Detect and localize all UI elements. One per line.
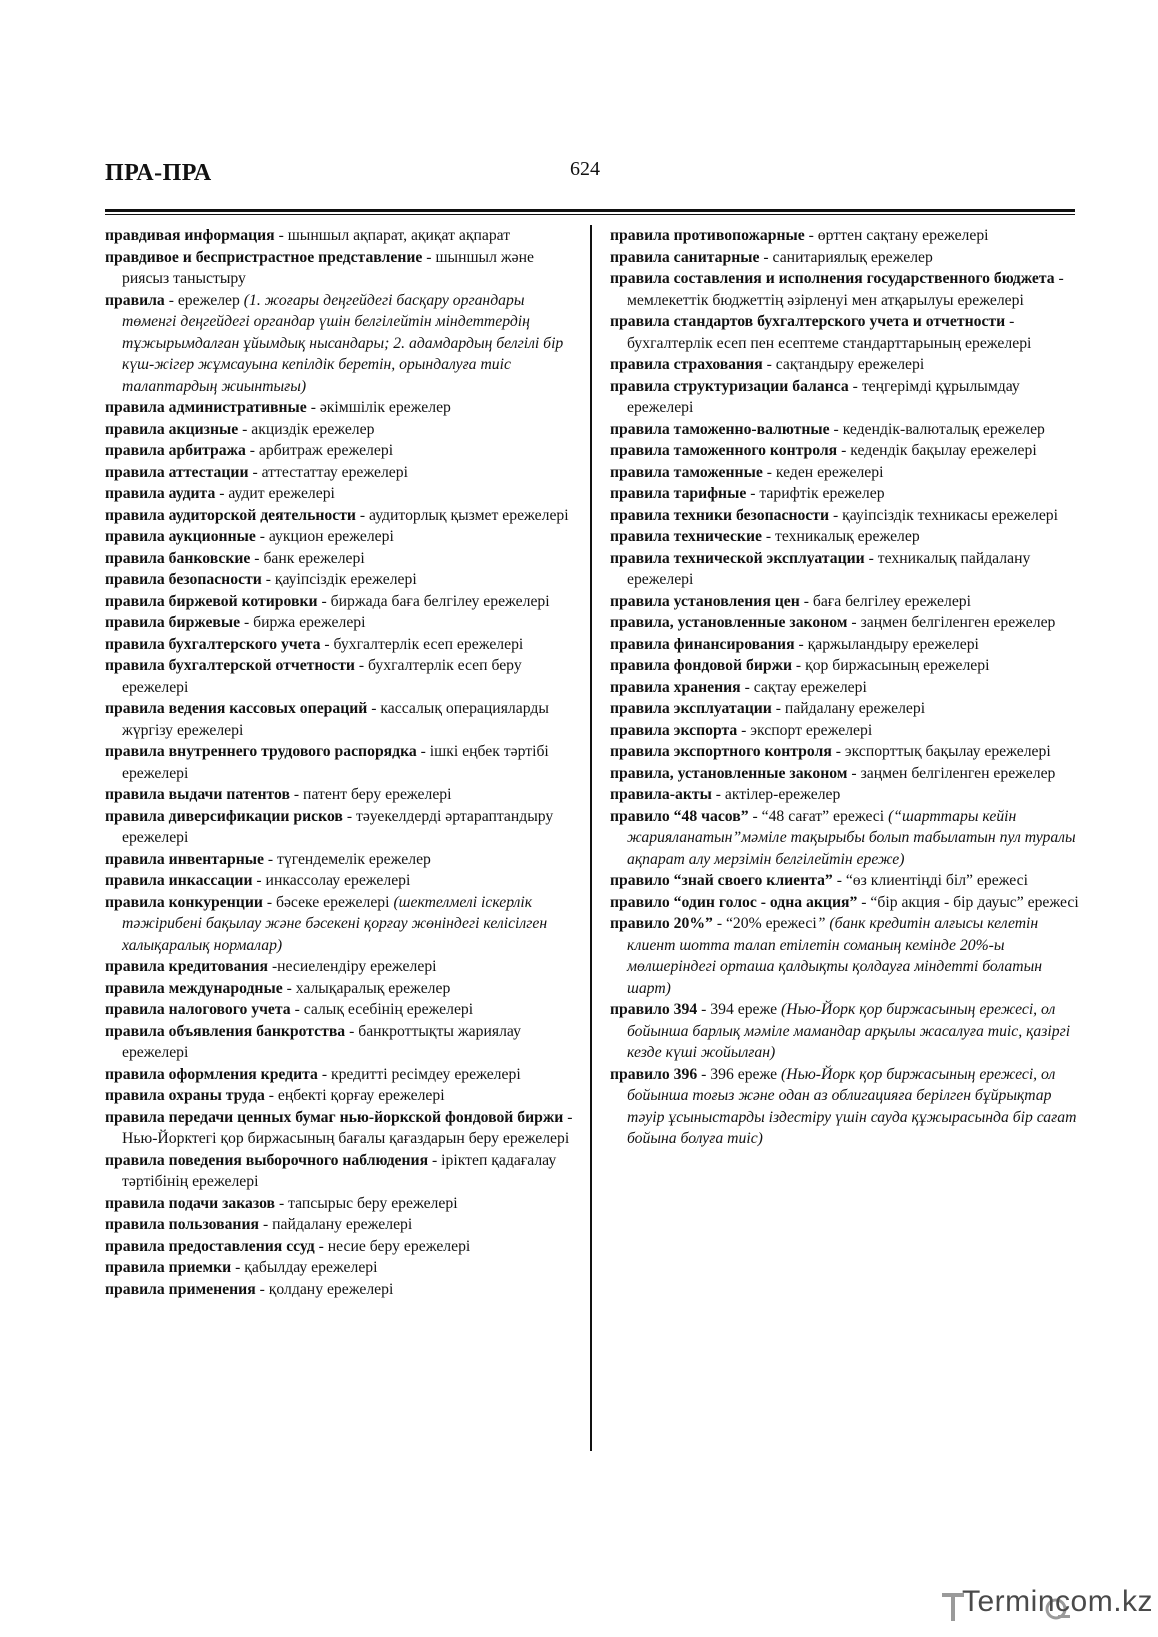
entry-term: правила выдачи патентов — [105, 786, 290, 803]
dictionary-entry — [105, 655, 573, 698]
left-column — [105, 225, 573, 1300]
dictionary-entry — [105, 290, 573, 398]
entry-term: правила структуризации баланса — [610, 377, 849, 395]
entry-term: правила страхования — [610, 356, 763, 373]
entry-term: правила охраны труда — [105, 1087, 265, 1104]
dictionary-entry — [610, 591, 1080, 613]
entry-term: правила акцизные — [105, 420, 239, 438]
entry-term: правила безопасности — [105, 571, 262, 588]
entry-definition: - патент беру ережелері — [289, 786, 452, 803]
dictionary-entry — [105, 741, 573, 784]
entry-definition: - қолдану ережелері — [255, 1280, 394, 1298]
entry-definition: - заңмен белгіленген ережелер — [847, 614, 1056, 631]
entry-term: правило “один голос - одна акция” — [610, 893, 858, 911]
entry-term: правила биржевые — [105, 614, 241, 631]
dictionary-entry — [105, 892, 573, 957]
dictionary-entry — [105, 1085, 573, 1107]
entry-definition: - аудиторлық қызмет ережелері — [355, 506, 569, 524]
entry-definition: - шыншыл және риясыз таныстыру — [122, 248, 534, 287]
dictionary-entry — [105, 870, 573, 892]
entry-definition: - бәсеке ережелері — [262, 893, 394, 911]
dictionary-entry — [105, 1214, 573, 1236]
entry-definition: - салық есебінің ережелері — [290, 1001, 474, 1018]
entry-term: правила применения — [105, 1280, 256, 1298]
entry-definition: - халықаралық ережелер — [282, 979, 451, 997]
entry-note: (Нью-Йорк қор биржасының ережесі, ол бойынша барлық мәміле мамандар арқылы жасалуға тиіс, қазіргі кезде күші жойылған) — [627, 1001, 1071, 1061]
dictionary-entry — [610, 311, 1080, 354]
dictionary-entry — [610, 440, 1080, 462]
entry-definition: - сақтау ережелері — [740, 678, 867, 696]
entry-term: правила биржевой котировки — [105, 592, 318, 610]
dictionary-entry — [105, 1236, 573, 1258]
entry-term: правила пользования — [105, 1216, 260, 1233]
dictionary-entry — [610, 526, 1080, 548]
entry-definition: - актілер-ережелер — [711, 786, 841, 803]
dictionary-entry — [105, 1150, 573, 1193]
entry-definition: - акциздік ережелер — [238, 420, 375, 438]
entry-definition: - “48 сағат” ережесі — [748, 807, 889, 825]
entry-definition: - несие беру ережелері — [314, 1237, 471, 1255]
entry-definition: - ережелер — [164, 291, 244, 309]
dictionary-entry — [105, 1279, 573, 1301]
dictionary-entry — [610, 268, 1080, 311]
entry-definition: - еңбекті қорғау ережелері — [264, 1087, 445, 1104]
entry-term: правила бухгалтерской отчетности — [105, 657, 355, 674]
dictionary-entry — [105, 505, 573, 527]
entry-term: правила предоставления ссуд — [105, 1237, 315, 1255]
entry-term: правила инкассации — [105, 872, 253, 889]
entry-definition: - 396 ереже — [697, 1065, 782, 1083]
entry-term: правила, установленные законом — [610, 764, 848, 782]
dictionary-entry — [610, 677, 1080, 699]
entry-definition: - санитариялық ережелер — [759, 248, 933, 266]
entry-definition: - аттестаттау ережелері — [248, 463, 408, 481]
entry-definition: - банк ережелері — [250, 549, 365, 567]
dictionary-entry — [105, 548, 573, 570]
dictionary-entry — [610, 505, 1080, 527]
entry-definition: - “20% ережесі — [712, 915, 817, 932]
entry-term: правила приемки — [105, 1259, 232, 1276]
entry-term: правила аудиторской деятельности — [105, 506, 356, 524]
dictionary-entry — [610, 225, 1080, 247]
entry-term: правила хранения — [610, 678, 741, 696]
entry-definition: - теңгерімді құрылымдау ережелері — [627, 377, 1020, 416]
entry-term: правила экспорта — [610, 721, 738, 739]
entry-definition: - кассалық операцияларды жүргізу ережелері — [122, 700, 549, 739]
entry-term: правила финансирования — [610, 635, 795, 653]
entry-note: (“шарттары кейін жарияланатын”мәміле тақырыбы болып табылатын пул туралы ақпарат алу мерзімін белгілейтін ереже) — [627, 807, 1076, 868]
right-column — [610, 225, 1080, 1150]
dictionary-entry — [610, 913, 1080, 999]
entry-definition: - бухгалтерлік есеп ережелері — [320, 635, 524, 653]
page-number: 624 — [570, 158, 600, 180]
entry-definition: - кредитті ресімдеу ережелері — [317, 1065, 521, 1083]
entry-definition: - бухгалтерлік есеп беру ережелері — [122, 657, 522, 696]
entry-definition: - кедендік бақылау ережелері — [837, 442, 1037, 459]
entry-definition: - техникалық ережелер — [761, 528, 920, 545]
dictionary-entry — [610, 634, 1080, 656]
dictionary-entry — [105, 569, 573, 591]
entry-definition: - тарифтік ережелер — [746, 485, 885, 502]
entry-term: правила санитарные — [610, 248, 760, 266]
entry-term: правила банковские — [105, 549, 251, 567]
dictionary-entry — [105, 1107, 573, 1150]
entry-definition: - бухгалтерлік есеп пен есептеме стандарттарының ережелері — [627, 313, 1032, 352]
entry-term: правдивая информация — [105, 227, 275, 244]
entry-term: правила-акты — [610, 786, 712, 803]
entry-definition: - қабылдау ережелері — [231, 1259, 378, 1276]
entry-note: (шектелмелі іскерлік тәжірибені бақылау және бәсекені қорғау жөніндегі келісілген халықаралық нормалар) — [122, 893, 548, 954]
dictionary-entry — [610, 806, 1080, 871]
entry-definition: - өрттен сақтану ережелері — [804, 227, 989, 244]
entry-definition: - кеден ережелері — [762, 463, 884, 481]
entry-term: правила таможенные — [610, 463, 763, 481]
entry-term: правила установления цен — [610, 592, 800, 610]
entry-term: правила фондовой биржи — [610, 657, 792, 674]
dictionary-entry — [610, 354, 1080, 376]
entry-definition: - инкассолау ережелері — [252, 872, 411, 889]
dictionary-entry — [610, 784, 1080, 806]
dictionary-entry — [610, 247, 1080, 269]
entry-term: правила поведения выборочного наблюдения — [105, 1151, 429, 1169]
entry-definition: - мемлекеттік бюджеттің әзірленуі мен атқарылуы ережелері — [627, 270, 1064, 309]
entry-definition: - іріктеп қадағалау тәртібінің ережелері — [122, 1151, 557, 1190]
entry-term: правила стандартов бухгалтерского учета и отчетности — [610, 313, 1006, 330]
entry-definition: - тәуекелдерді әртараптандыру ережелері — [122, 807, 554, 846]
entry-term: правило 394 — [610, 1001, 698, 1018]
entry-term: правила технические — [610, 528, 762, 545]
entry-term: правила — [105, 291, 165, 309]
entry-definition: - “өз клиентіңді біл” ережесі — [832, 872, 1028, 889]
entry-term: правила аудита — [105, 485, 216, 502]
logo-text: Termincom.kz — [962, 1585, 1154, 1618]
entry-term: правила экспортного контроля — [610, 743, 832, 760]
dictionary-entry — [105, 462, 573, 484]
dictionary-entry — [105, 440, 573, 462]
entry-term: правила таможенно-валютные — [610, 420, 830, 438]
entry-term: правила международные — [105, 979, 283, 997]
dictionary-entry — [105, 806, 573, 849]
header-rule-thick — [105, 209, 1075, 212]
entry-term: правила диверсификации рисков — [105, 807, 343, 825]
entry-term: правила, установленные законом — [610, 614, 848, 631]
dictionary-entry — [610, 612, 1080, 634]
entry-term: правила налогового учета — [105, 1001, 291, 1018]
entry-definition: - аудит ережелері — [215, 485, 335, 502]
dictionary-entry — [610, 483, 1080, 505]
entry-definition: - тапсырыс беру ережелері — [275, 1194, 458, 1212]
dictionary-entry — [105, 419, 573, 441]
entry-definition: - биржа ережелері — [240, 614, 366, 631]
entry-definition: - Нью-Йорктегі қор биржасының бағалы қағаздарын беру ережелері — [122, 1108, 573, 1147]
entry-term: правила кредитования — [105, 958, 269, 975]
entry-term: правила таможенного контроля — [610, 442, 838, 459]
entry-term: правила подачи заказов — [105, 1194, 276, 1212]
entry-note: (1. жоғары деңгейдегі басқару органдары төменгі деңгейдегі органдар үшін белгілейтін міндеттердің тұжырымдалған ұйымдық нысандары; 2. адамдардың белгілі бір күш-жігер жұмсауына кепілдік беретін, орындалуға тиіс талаптардың жиынтығы) — [122, 291, 564, 395]
dictionary-entry — [105, 591, 573, 613]
entry-term: правила техники безопасности — [610, 506, 830, 524]
dictionary-entry — [105, 526, 573, 548]
entry-term: правила составления и исполнения государственного бюджета — [610, 270, 1055, 287]
dictionary-entry — [610, 999, 1080, 1064]
entry-definition: - ішкі еңбек тәртібі ережелері — [122, 743, 549, 782]
entry-definition: - банкроттықты жариялау ережелері — [122, 1022, 521, 1061]
dictionary-entry — [610, 870, 1080, 892]
entry-term: правила оформления кредита — [105, 1065, 318, 1083]
entry-definition: - шыншыл ақпарат, ақиқат ақпарат — [274, 227, 511, 244]
entry-definition: - қор биржасының ережелері — [792, 657, 990, 674]
dictionary-entry — [105, 978, 573, 1000]
entry-term: правила аттестации — [105, 463, 249, 481]
entry-term: правила тарифные — [610, 485, 747, 502]
termincom-logo — [940, 1585, 1154, 1629]
entry-term: правдивое и беспристрастное представление — [105, 248, 423, 266]
dictionary-entry — [610, 698, 1080, 720]
entry-term: правила административные — [105, 399, 307, 416]
entry-definition: - қауіпсіздік ережелері — [261, 571, 417, 588]
dictionary-entry — [610, 892, 1080, 914]
entry-note: (Нью-Йорк қор биржасының ережесі, ол бойынша тоғыз және одан аз облигацияға берілген бұйрықтар тәуір ұсыныстарды іздестіру үшін сауда құжырасында бір сағат бойына болуға тиіс) — [627, 1065, 1077, 1147]
dictionary-entry — [610, 720, 1080, 742]
entry-definition: - түгендемелік ережелер — [263, 850, 431, 868]
dictionary-entry — [610, 741, 1080, 763]
entry-definition: - баға белгілеу ережелері — [799, 592, 972, 610]
dictionary-entry — [105, 634, 573, 656]
entry-note: ” (банк кредитін алғысы келетін клиент шотта талап етілетін соманың кемінде 20%-ы мөлшеріндегі орташа қалдықты қолдауға міндетті болатын шарт) — [627, 915, 1042, 997]
dictionary-entry — [610, 763, 1080, 785]
dictionary-entry — [105, 397, 573, 419]
dictionary-entry — [610, 376, 1080, 419]
dictionary-entry — [105, 247, 573, 290]
dictionary-entry — [105, 1257, 573, 1279]
entry-definition: - сақтандыру ережелері — [762, 356, 925, 373]
entry-definition: - қауіпсіздік техникасы ережелері — [829, 506, 1059, 524]
page-header-title: ПРА-ПРА — [105, 160, 212, 186]
entry-term: правило “48 часов” — [610, 807, 749, 825]
dictionary-entry — [105, 1193, 573, 1215]
dictionary-entry — [105, 849, 573, 871]
dictionary-entry — [610, 655, 1080, 677]
entry-term: правило 20%” — [610, 915, 713, 932]
entry-definition: - кедендік-валюталық ережелер — [829, 420, 1045, 438]
entry-definition: - әкімшілік ережелер — [306, 399, 451, 416]
dictionary-entry — [105, 698, 573, 741]
entry-term: правила бухгалтерского учета — [105, 635, 321, 653]
entry-term: правила внутреннего трудового распорядка — [105, 743, 417, 760]
entry-term: правила ведения кассовых операций — [105, 700, 368, 717]
entry-definition: - қаржыландыру ережелері — [794, 635, 979, 653]
entry-term: правила аукционные — [105, 528, 256, 545]
dictionary-entry — [105, 1064, 573, 1086]
entry-term: правила противопожарные — [610, 227, 805, 244]
column-divider — [590, 225, 592, 1451]
entry-term: правила инвентарные — [105, 850, 264, 868]
entry-term: правила передачи ценных бумаг нью-йоркской фондовой биржи — [105, 1108, 564, 1126]
entry-term: правила объявления банкротства — [105, 1022, 346, 1040]
dictionary-entry — [105, 1021, 573, 1064]
entry-term: правило “знай своего клиента” — [610, 872, 833, 889]
dictionary-entry — [105, 956, 573, 978]
entry-definition: - экспорттық бақылау ережелері — [831, 743, 1051, 760]
entry-definition: - заңмен белгіленген ережелер — [847, 764, 1056, 782]
entry-definition: - техникалық пайдалану ережелері — [627, 549, 1031, 588]
entry-term: правила эксплуатации — [610, 700, 772, 717]
entry-definition: -несиелендіру ережелері — [268, 958, 437, 975]
dictionary-entry — [105, 225, 573, 247]
header-rule-thin — [105, 214, 1075, 215]
dictionary-entry — [105, 483, 573, 505]
entry-term: правила конкуренции — [105, 893, 263, 911]
entry-definition: - 394 ереже — [697, 1001, 782, 1018]
dictionary-entry — [610, 419, 1080, 441]
dictionary-entry — [105, 612, 573, 634]
entry-term: правила технической эксплуатации — [610, 549, 865, 567]
dictionary-entry — [610, 1064, 1080, 1150]
entry-definition: - пайдалану ережелері — [259, 1216, 413, 1233]
entry-term: правила арбитража — [105, 442, 246, 459]
entry-definition: - пайдалану ережелері — [771, 700, 926, 717]
entry-definition: - биржада баға белгілеу ережелері — [317, 592, 550, 610]
entry-definition: - “бір акция - бір дауыс” ережесі — [857, 893, 1079, 911]
entry-definition: - арбитраж ережелері — [245, 442, 394, 459]
entry-definition: - экспорт ережелері — [737, 721, 873, 739]
dictionary-entry — [105, 784, 573, 806]
dictionary-entry — [610, 462, 1080, 484]
dictionary-entry — [105, 999, 573, 1021]
entry-definition: - аукцион ережелері — [255, 528, 394, 545]
dictionary-entry — [610, 548, 1080, 591]
entry-term: правило 396 — [610, 1065, 698, 1083]
